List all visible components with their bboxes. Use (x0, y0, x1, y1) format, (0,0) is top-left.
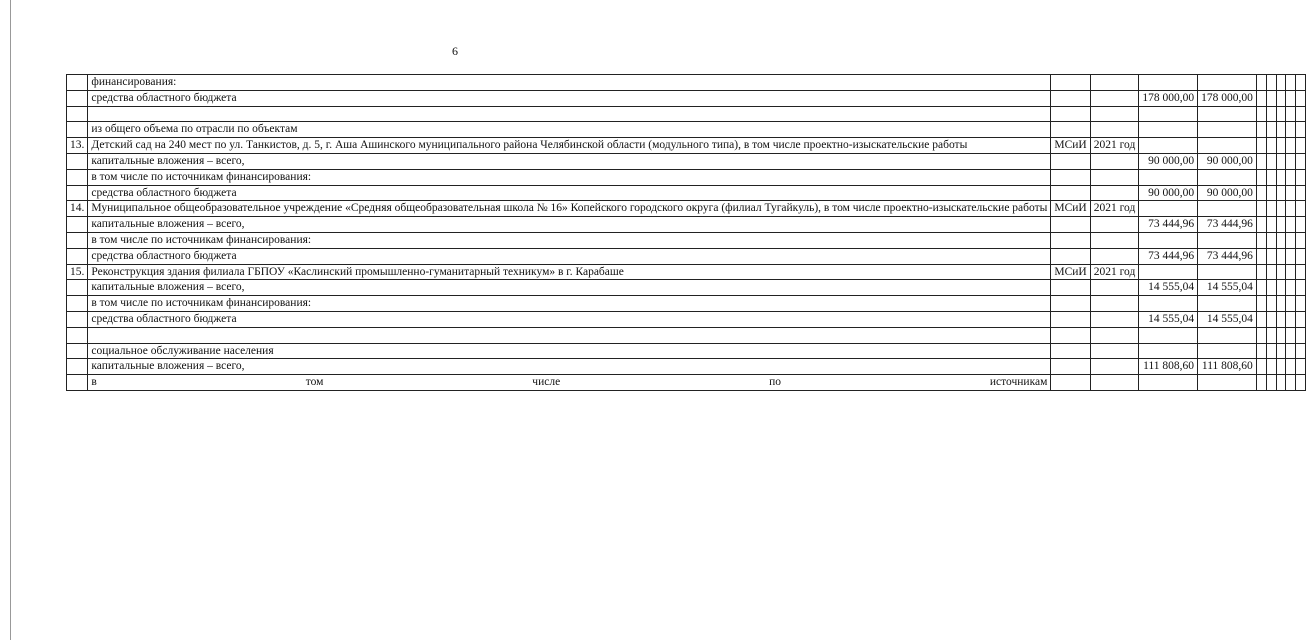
table-row (67, 90, 1306, 106)
row-executor (1051, 327, 1090, 343)
empty-cell (1286, 201, 1296, 217)
empty-cell (1276, 201, 1286, 217)
row-year (1090, 248, 1139, 264)
row-description: в том числе по источникам финансирования: (88, 169, 1051, 185)
row-year (1090, 280, 1139, 296)
empty-cell (1286, 264, 1296, 280)
row-executor: МСиИ (1051, 201, 1090, 217)
row-year (1090, 169, 1139, 185)
table-row (67, 296, 1306, 312)
empty-cell (1286, 280, 1296, 296)
row-amount-total: 90 000,00 (1139, 153, 1198, 169)
page-number: 6 (452, 44, 458, 58)
empty-cell (1286, 75, 1296, 91)
empty-cell (1296, 217, 1306, 233)
table-row (67, 375, 1306, 391)
row-number: 13. (67, 138, 88, 154)
row-number (67, 327, 88, 343)
row-amount-total (1139, 375, 1198, 391)
empty-cell (1286, 232, 1296, 248)
empty-cell (1276, 343, 1286, 359)
row-executor (1051, 153, 1090, 169)
empty-cell (1266, 106, 1276, 122)
empty-cell (1266, 122, 1276, 138)
empty-cell (1276, 122, 1286, 138)
row-amount-total (1139, 264, 1198, 280)
empty-cell (1266, 185, 1276, 201)
row-year: 2021 год (1090, 264, 1139, 280)
row-description: в том числе по источникам (88, 375, 1051, 391)
empty-cell (1266, 359, 1276, 375)
row-amount-total: 73 444,96 (1139, 248, 1198, 264)
row-description: Реконструкция здания филиала ГБПОУ «Каслинский промышленно-гуманитарный техникум» в г. Карабаше (88, 264, 1051, 280)
row-executor (1051, 217, 1090, 233)
row-amount-year: 73 444,96 (1198, 217, 1257, 233)
row-year (1090, 359, 1139, 375)
empty-cell (1266, 90, 1276, 106)
row-number (67, 169, 88, 185)
row-executor (1051, 75, 1090, 91)
empty-cell (1296, 153, 1306, 169)
table-row (67, 201, 1306, 217)
row-executor (1051, 375, 1090, 391)
row-year (1090, 185, 1139, 201)
row-amount-year (1198, 75, 1257, 91)
row-description: капитальные вложения – всего, (88, 280, 1051, 296)
row-year (1090, 122, 1139, 138)
empty-cell (1256, 169, 1266, 185)
empty-cell (1256, 232, 1266, 248)
empty-cell (1296, 232, 1306, 248)
empty-cell (1266, 248, 1276, 264)
empty-cell (1296, 359, 1306, 375)
row-year: 2021 год (1090, 138, 1139, 154)
row-amount-year: 111 808,60 (1198, 359, 1257, 375)
empty-cell (1286, 296, 1296, 312)
row-executor (1051, 122, 1090, 138)
empty-cell (1276, 232, 1286, 248)
empty-cell (1296, 106, 1306, 122)
row-amount-total (1139, 296, 1198, 312)
row-description: капитальные вложения – всего, (88, 217, 1051, 233)
row-year (1090, 153, 1139, 169)
empty-cell (1286, 169, 1296, 185)
row-description (88, 327, 1051, 343)
empty-cell (1256, 201, 1266, 217)
row-amount-year (1198, 106, 1257, 122)
row-executor (1051, 248, 1090, 264)
row-number (67, 359, 88, 375)
empty-cell (1296, 138, 1306, 154)
row-amount-year: 90 000,00 (1198, 153, 1257, 169)
empty-cell (1296, 343, 1306, 359)
row-executor (1051, 90, 1090, 106)
row-amount-year: 14 555,04 (1198, 280, 1257, 296)
row-amount-year: 73 444,96 (1198, 248, 1257, 264)
row-year (1090, 343, 1139, 359)
row-number (67, 248, 88, 264)
empty-cell (1296, 264, 1306, 280)
empty-cell (1276, 90, 1286, 106)
empty-cell (1256, 185, 1266, 201)
row-description: финансирования: (88, 75, 1051, 91)
row-executor (1051, 359, 1090, 375)
empty-cell (1276, 296, 1286, 312)
row-executor (1051, 169, 1090, 185)
empty-cell (1256, 264, 1266, 280)
empty-cell (1256, 75, 1266, 91)
empty-cell (1286, 343, 1296, 359)
empty-cell (1256, 138, 1266, 154)
empty-cell (1266, 343, 1276, 359)
row-year (1090, 75, 1139, 91)
empty-cell (1276, 375, 1286, 391)
row-amount-year (1198, 264, 1257, 280)
empty-cell (1276, 327, 1286, 343)
empty-cell (1266, 327, 1276, 343)
empty-cell (1296, 169, 1306, 185)
empty-cell (1296, 296, 1306, 312)
row-amount-total (1139, 232, 1198, 248)
empty-cell (1256, 90, 1266, 106)
empty-cell (1276, 311, 1286, 327)
empty-cell (1296, 248, 1306, 264)
empty-cell (1276, 185, 1286, 201)
row-amount-year: 178 000,00 (1198, 90, 1257, 106)
row-amount-total (1139, 75, 1198, 91)
row-amount-total: 90 000,00 (1139, 185, 1198, 201)
row-description: капитальные вложения – всего, (88, 359, 1051, 375)
row-amount-year: 14 555,04 (1198, 311, 1257, 327)
row-amount-year (1198, 296, 1257, 312)
empty-cell (1256, 106, 1266, 122)
empty-cell (1266, 375, 1276, 391)
empty-cell (1276, 138, 1286, 154)
row-number (67, 185, 88, 201)
row-year (1090, 217, 1139, 233)
row-description: средства областного бюджета (88, 185, 1051, 201)
row-description (88, 106, 1051, 122)
empty-cell (1266, 138, 1276, 154)
row-amount-total (1139, 201, 1198, 217)
row-amount-year (1198, 375, 1257, 391)
row-year (1090, 375, 1139, 391)
empty-cell (1296, 327, 1306, 343)
empty-cell (1256, 122, 1266, 138)
empty-cell (1286, 217, 1296, 233)
empty-cell (1266, 232, 1276, 248)
row-executor (1051, 185, 1090, 201)
empty-cell (1256, 311, 1266, 327)
empty-cell (1286, 248, 1296, 264)
empty-cell (1286, 327, 1296, 343)
row-description: в том числе по источникам финансирования: (88, 296, 1051, 312)
empty-cell (1296, 280, 1306, 296)
table-row (67, 248, 1306, 264)
row-description: средства областного бюджета (88, 90, 1051, 106)
empty-cell (1266, 201, 1276, 217)
empty-cell (1286, 122, 1296, 138)
row-description: капитальные вложения – всего, (88, 153, 1051, 169)
empty-cell (1266, 153, 1276, 169)
row-amount-total: 73 444,96 (1139, 217, 1198, 233)
row-amount-total (1139, 138, 1198, 154)
row-description: Детский сад на 240 мест по ул. Танкистов, д. 5, г. Аша Ашинского муниципального района Челябинской области (модульного типа), в том числе проектно-изыскательские работы (88, 138, 1051, 154)
row-amount-total (1139, 122, 1198, 138)
row-year (1090, 311, 1139, 327)
empty-cell (1286, 138, 1296, 154)
row-executor (1051, 280, 1090, 296)
table-row (67, 122, 1306, 138)
table-row (67, 359, 1306, 375)
empty-cell (1256, 280, 1266, 296)
row-number (67, 153, 88, 169)
row-number (67, 375, 88, 391)
row-amount-year (1198, 169, 1257, 185)
row-year: 2021 год (1090, 201, 1139, 217)
row-number (67, 75, 88, 91)
row-amount-year (1198, 343, 1257, 359)
row-year (1090, 106, 1139, 122)
empty-cell (1296, 122, 1306, 138)
empty-cell (1286, 375, 1296, 391)
empty-cell (1276, 169, 1286, 185)
row-number (67, 311, 88, 327)
row-executor (1051, 311, 1090, 327)
empty-cell (1256, 327, 1266, 343)
empty-cell (1266, 311, 1276, 327)
row-executor (1051, 343, 1090, 359)
table-row (67, 185, 1306, 201)
row-year (1090, 90, 1139, 106)
empty-cell (1276, 217, 1286, 233)
row-number: 15. (67, 264, 88, 280)
row-description: в том числе по источникам финансирования: (88, 232, 1051, 248)
row-amount-total (1139, 343, 1198, 359)
table-row (67, 217, 1306, 233)
table-row (67, 75, 1306, 91)
empty-cell (1266, 75, 1276, 91)
row-number (67, 106, 88, 122)
row-amount-year (1198, 138, 1257, 154)
row-amount-year (1198, 232, 1257, 248)
row-amount-year: 90 000,00 (1198, 185, 1257, 201)
empty-cell (1276, 153, 1286, 169)
empty-cell (1286, 185, 1296, 201)
empty-cell (1286, 90, 1296, 106)
empty-cell (1296, 201, 1306, 217)
row-amount-total (1139, 169, 1198, 185)
empty-cell (1296, 75, 1306, 91)
empty-cell (1296, 311, 1306, 327)
empty-cell (1256, 153, 1266, 169)
empty-cell (1286, 153, 1296, 169)
row-executor (1051, 232, 1090, 248)
table-row (67, 169, 1306, 185)
row-number (67, 296, 88, 312)
budget-table (66, 74, 1306, 391)
row-executor (1051, 296, 1090, 312)
row-number (67, 90, 88, 106)
row-year (1090, 296, 1139, 312)
row-amount-total: 14 555,04 (1139, 280, 1198, 296)
empty-cell (1266, 264, 1276, 280)
empty-cell (1276, 359, 1286, 375)
table-row (67, 343, 1306, 359)
row-executor (1051, 106, 1090, 122)
empty-cell (1256, 375, 1266, 391)
row-amount-total (1139, 106, 1198, 122)
table-row (67, 106, 1306, 122)
row-description: средства областного бюджета (88, 248, 1051, 264)
section-heading: социальное обслуживание населения (88, 343, 1051, 359)
empty-cell (1266, 169, 1276, 185)
row-amount-total: 178 000,00 (1139, 90, 1198, 106)
empty-cell (1276, 248, 1286, 264)
row-amount-total: 14 555,04 (1139, 311, 1198, 327)
row-amount-year (1198, 122, 1257, 138)
empty-cell (1276, 280, 1286, 296)
row-number (67, 280, 88, 296)
table-row (67, 138, 1306, 154)
empty-cell (1276, 106, 1286, 122)
table-row (67, 311, 1306, 327)
empty-cell (1266, 280, 1276, 296)
row-amount-year (1198, 201, 1257, 217)
table-row (67, 264, 1306, 280)
row-number (67, 217, 88, 233)
row-amount-total (1139, 327, 1198, 343)
empty-cell (1296, 185, 1306, 201)
empty-cell (1286, 106, 1296, 122)
page-edge-line (10, 0, 11, 640)
row-description: Муниципальное общеобразовательное учреждение «Средняя общеобразовательная школа № 16» Копейского городского округа (филиал Тугайкуль), в том числе проектно-изыскательские работы (88, 201, 1051, 217)
row-executor: МСиИ (1051, 264, 1090, 280)
empty-cell (1256, 296, 1266, 312)
table-row (67, 280, 1306, 296)
row-number: 14. (67, 201, 88, 217)
row-number (67, 122, 88, 138)
empty-cell (1256, 359, 1266, 375)
row-number (67, 232, 88, 248)
empty-cell (1286, 311, 1296, 327)
row-year (1090, 232, 1139, 248)
empty-cell (1266, 217, 1276, 233)
empty-cell (1286, 359, 1296, 375)
empty-cell (1256, 343, 1266, 359)
table-row (67, 327, 1306, 343)
row-description: средства областного бюджета (88, 311, 1051, 327)
row-number (67, 343, 88, 359)
row-executor: МСиИ (1051, 138, 1090, 154)
row-year (1090, 327, 1139, 343)
empty-cell (1256, 248, 1266, 264)
empty-cell (1266, 296, 1276, 312)
empty-cell (1276, 75, 1286, 91)
section-heading: из общего объема по отрасли по объектам (88, 122, 1051, 138)
row-amount-year (1198, 327, 1257, 343)
table-row (67, 153, 1306, 169)
table-row (67, 232, 1306, 248)
empty-cell (1296, 375, 1306, 391)
empty-cell (1296, 90, 1306, 106)
row-amount-total: 111 808,60 (1139, 359, 1198, 375)
empty-cell (1256, 217, 1266, 233)
empty-cell (1276, 264, 1286, 280)
